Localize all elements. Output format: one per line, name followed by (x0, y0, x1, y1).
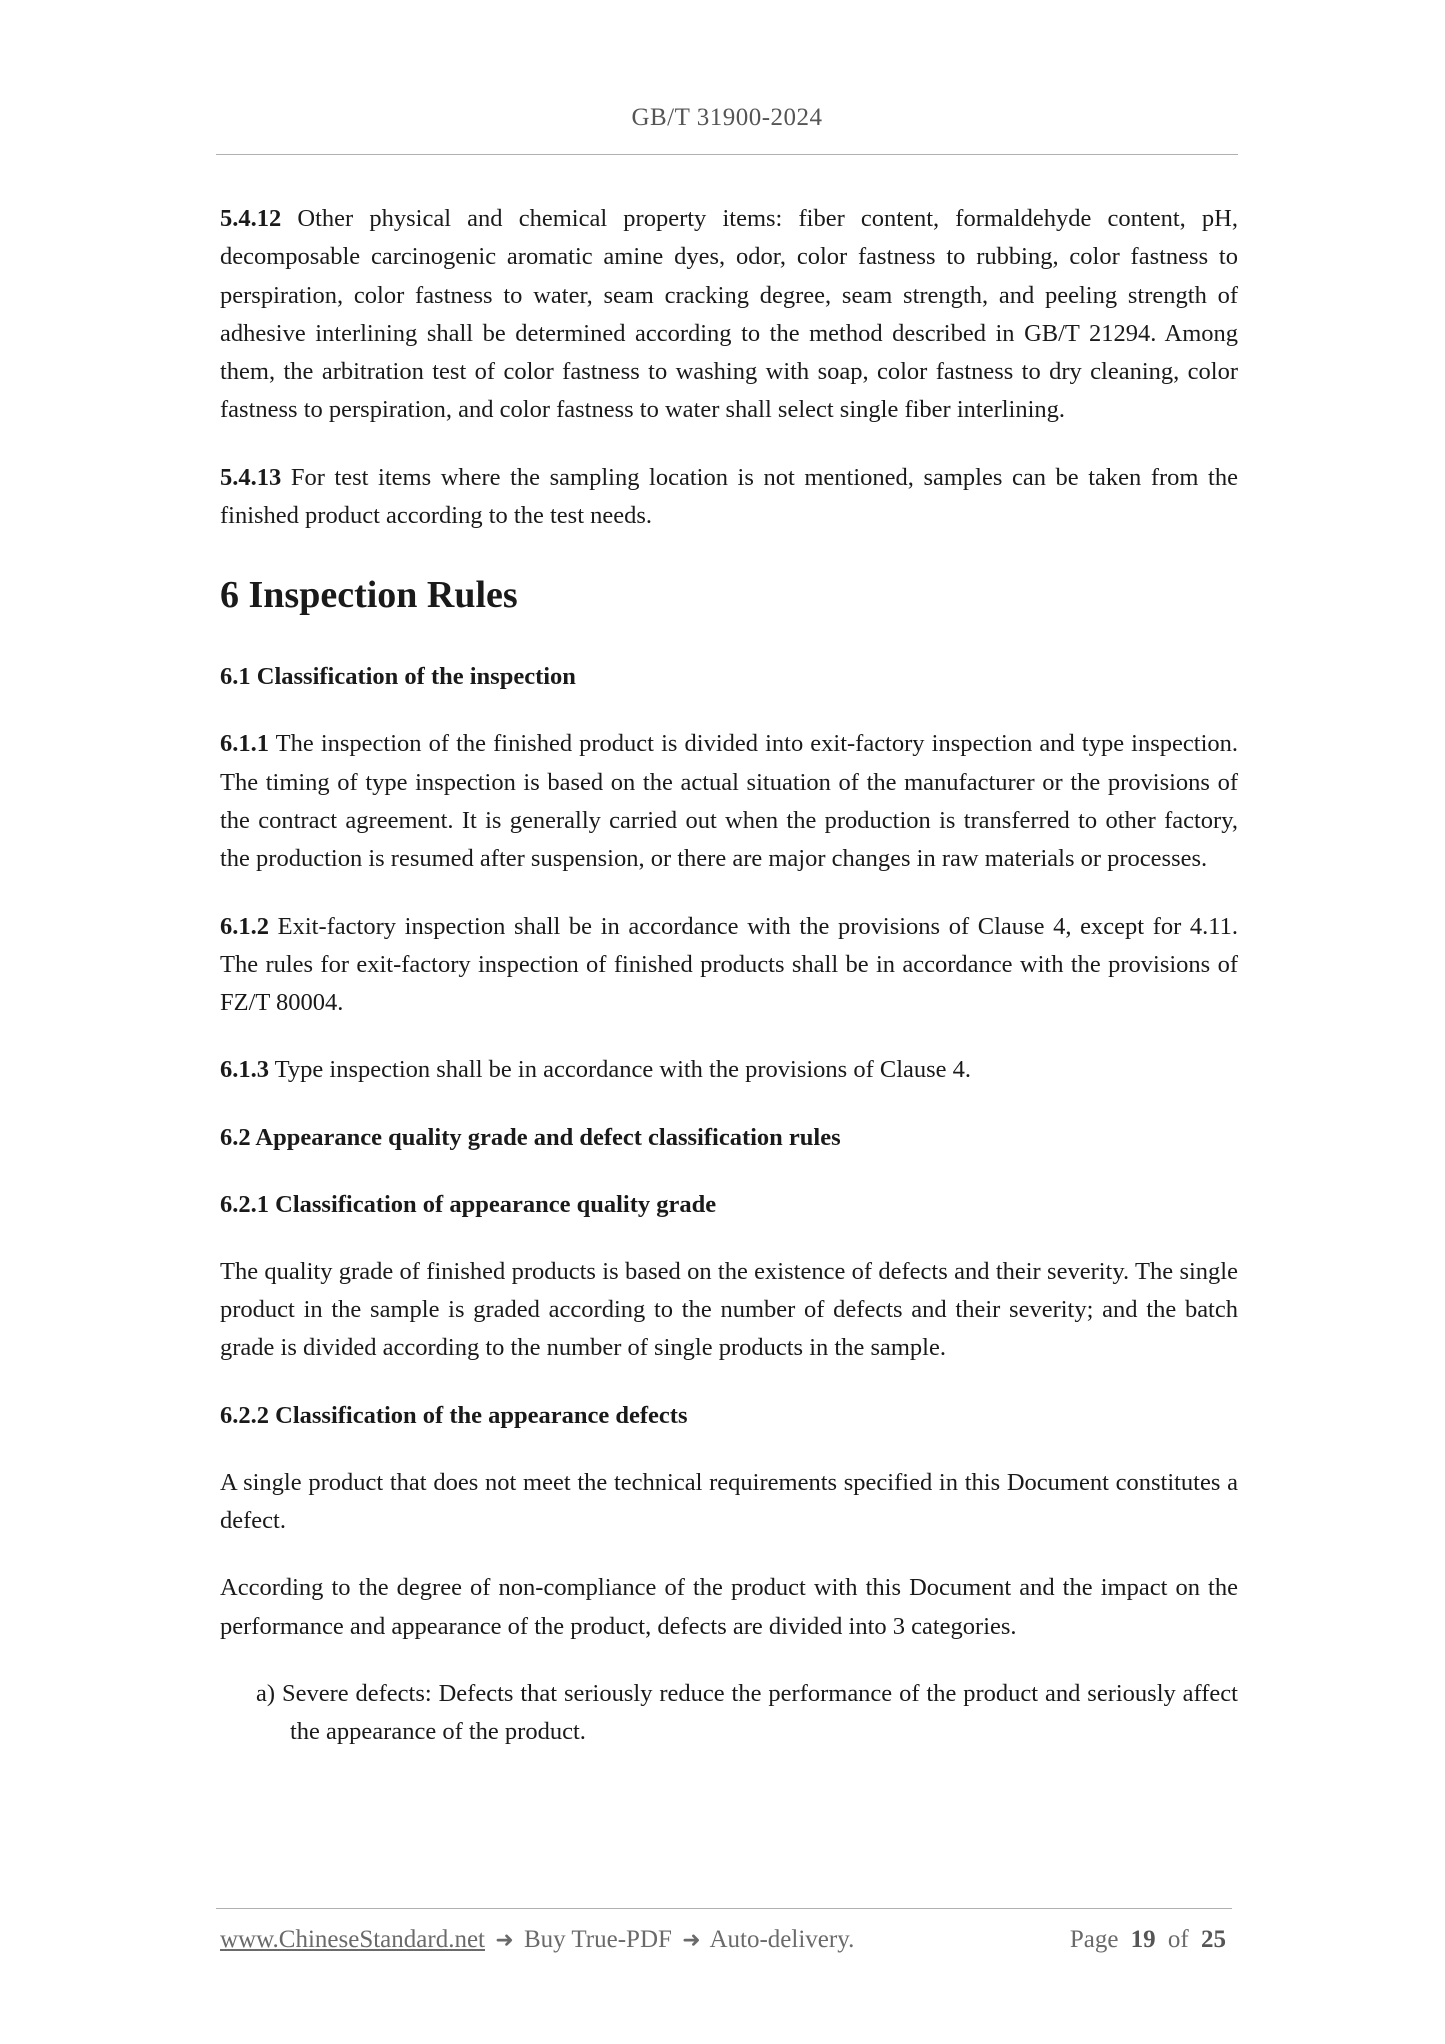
section-heading: 6 Inspection Rules (220, 574, 518, 617)
clause-text: Other physical and chemical property items: fiber content, formaldehyde content, pH, decomposable carcinogenic aromatic amine dyes, odor, color fastness to rubbing, color fastness to perspiration, color fastness to water, seam cracking degree, seam strength, and peeling strength of adhesive interlining shall be determined according to the method described in GB/T 21294. Among them, the arbitration test of color fastness to washing with soap, color fastness to dry cleaning, color fastness to perspiration, and color fastness to water shall select single fiber interlining. (220, 205, 1238, 424)
paragraph-6-2-1: The quality grade of finished products is based on the existence of defects and their severity. The single product in the sample is graded according to the number of defects and their severity; and the batch grade is divided according to the number of single products in the sample. (220, 1257, 1238, 1362)
arrow-right-icon: ➜ (495, 1928, 514, 1953)
clause-5-4-12 (220, 200, 1238, 430)
page-content (220, 200, 1238, 1751)
page-of: of (1167, 1926, 1189, 1953)
subsection-heading-6-2-1: 6.2.1 Classification of appearance quality grade (220, 1190, 717, 1218)
page-total: 25 (1201, 1926, 1226, 1953)
clause-6-1-3 (220, 1051, 1238, 1089)
clause-number: 6.1.3 (220, 1056, 269, 1084)
clause-number: 6.1.1 (220, 730, 269, 758)
subsection-heading-6-1: 6.1 Classification of the inspection (220, 663, 576, 691)
footer-promo (220, 1926, 854, 1954)
buy-text: Buy True-PDF (523, 1926, 672, 1953)
clause-6-1-2 (220, 908, 1238, 1023)
clause-text: The inspection of the finished product is divided into exit-factory inspection and type inspection. The timing of type inspection is based on the actual situation of the manufacturer or the provisions of the contract agreement. It is generally carried out when the production is transferred to other factory, the production is resumed after suspension, or there are major changes in raw materials or processes. (220, 730, 1238, 873)
clause-text: For test items where the sampling location is not mentioned, samples can be taken from the finished product according to the test needs. (220, 463, 1238, 530)
delivery-text: Auto-delivery. (709, 1926, 855, 1953)
footer-divider (216, 1908, 1232, 1909)
clause-5-4-13 (220, 459, 1238, 536)
clause-text: Exit-factory inspection shall be in accordance with the provisions of Clause 4, except for 4.11. The rules for exit-factory inspection of finished products shall be in accordance with the provisions of FZ/T 80004. (220, 912, 1238, 1017)
website-link[interactable]: www.ChineseStandard.net (220, 1926, 485, 1953)
clause-number: 5.4.12 (220, 205, 282, 232)
arrow-right-icon: ➜ (682, 1928, 701, 1953)
page-label: Page (1069, 1926, 1119, 1953)
running-header: GB/T 31900-2024 (631, 104, 823, 131)
paragraph-6-2-2-a: A single product that does not meet the technical requirements specified in this Document constitutes a defect. (220, 1468, 1238, 1534)
clause-number: 5.4.13 (220, 463, 282, 491)
clause-text: Type inspection shall be in accordance with the provisions of Clause 4. (269, 1056, 972, 1084)
list-item-a: a) Severe defects: Defects that seriously reduce the performance of the product and seriously affect the appearance of the product. (256, 1679, 1238, 1746)
subsection-heading-6-2: 6.2 Appearance quality grade and defect classification rules (220, 1123, 841, 1151)
clause-number: 6.1.2 (220, 912, 269, 940)
subsection-heading-6-2-2: 6.2.2 Classification of the appearance defects (220, 1401, 688, 1429)
paragraph-6-2-2-b: According to the degree of non-compliance of the product with this Document and the impact on the performance and appearance of the product, defects are divided into 3 categories. (220, 1574, 1238, 1640)
clause-6-1-1 (220, 725, 1238, 878)
page-current: 19 (1130, 1926, 1156, 1953)
header-divider (216, 154, 1238, 155)
page-footer (220, 1926, 1232, 1966)
page-number (1070, 1926, 1232, 1954)
